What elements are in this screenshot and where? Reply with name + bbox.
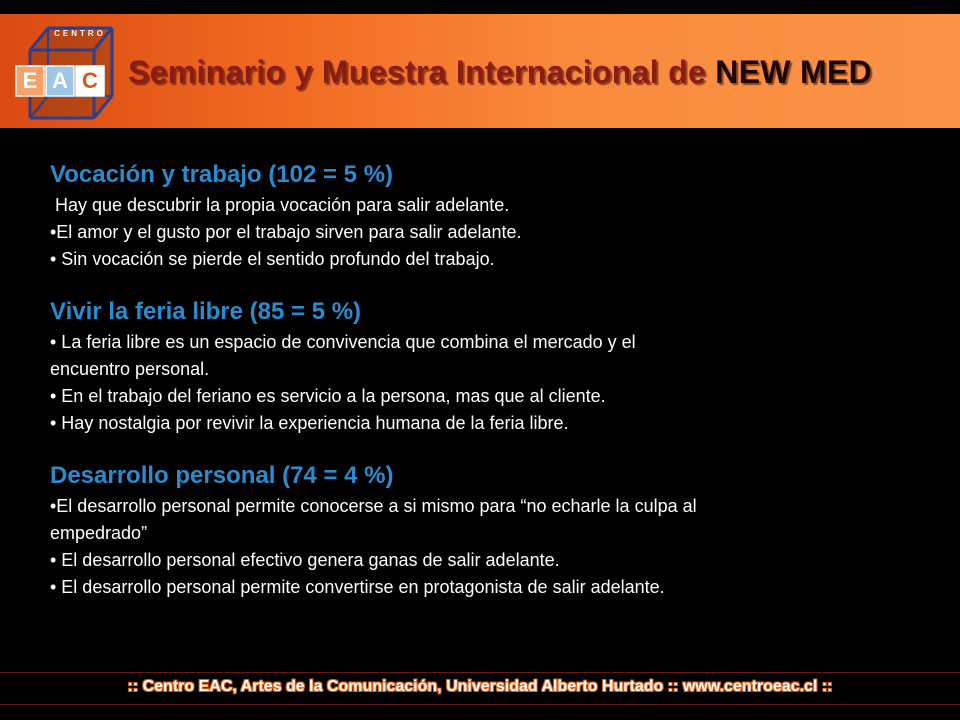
- section-heading: Desarrollo personal (74 = 4 %): [50, 462, 394, 489]
- logo-letter-e: E: [22, 68, 38, 93]
- section-spacer: [50, 273, 930, 295]
- footer-divider-top: [0, 672, 960, 673]
- slide-body: [50, 158, 930, 601]
- bullet-line: Hay que descubrir la propia vocación para salir adelante.: [50, 195, 510, 215]
- bullet-line: • La feria libre es un espacio de convivencia que combina el mercado y el: [50, 332, 636, 352]
- footer-credits: :: Centro EAC, Artes de la Comunicación, Universidad Alberto Hurtado :: www.centroeac.cl ::: [127, 678, 833, 695]
- logo-top-text: CENTRO: [54, 29, 106, 38]
- slide-header-title: [128, 54, 872, 91]
- header-title-highlight: NEW MED: [715, 54, 873, 90]
- bullet-line: empedrado”: [50, 523, 148, 543]
- bullet-line: • El desarrollo personal efectivo genera ganas de salir adelante.: [50, 550, 560, 570]
- section-desarrollo-personal: [50, 459, 930, 601]
- header-title-main: Seminario y Muestra Internacional de: [128, 54, 716, 90]
- logo-letter-a: A: [52, 68, 68, 93]
- section-feria-libre: [50, 295, 930, 437]
- logo-letter-c: C: [82, 68, 98, 93]
- bullet-line: encuentro personal.: [50, 359, 210, 379]
- bullet-line: • Sin vocación se pierde el sentido profundo del trabajo.: [50, 249, 495, 269]
- bullet-line: • Hay nostalgia por revivir la experiencia humana de la feria libre.: [50, 413, 569, 433]
- centro-eac-logo: [8, 14, 120, 128]
- section-spacer: [50, 437, 930, 459]
- section-heading: Vivir la feria libre (85 = 5 %): [50, 298, 362, 325]
- bullet-line: •El desarrollo personal permite conocerse a si mismo para “no echarle la culpa al: [50, 496, 697, 516]
- footer-divider-bottom: [0, 704, 960, 705]
- section-heading: Vocación y trabajo (102 = 5 %): [50, 161, 394, 188]
- bullet-line: • El desarrollo personal permite convertirse en protagonista de salir adelante.: [50, 577, 665, 597]
- bullet-line: •El amor y el gusto por el trabajo sirven para salir adelante.: [50, 222, 522, 242]
- section-vocacion: [50, 158, 930, 273]
- bullet-line: • En el trabajo del feriano es servicio a la persona, mas que al cliente.: [50, 386, 606, 406]
- header-banner: [0, 14, 960, 128]
